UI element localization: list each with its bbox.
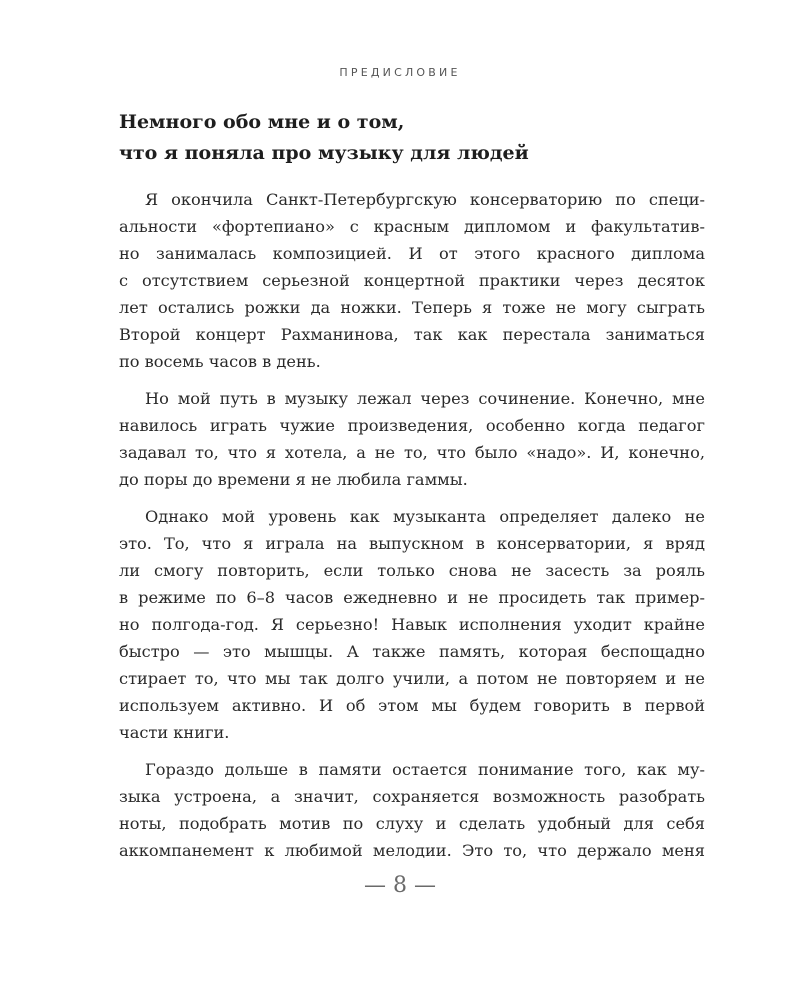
text-line: лет остались рожки да ножки. Теперь я тоже не могу сыграть bbox=[119, 298, 705, 317]
text-line: зыка устроена, а значит, сохраняется возможность разобрать bbox=[119, 787, 705, 806]
text-line: Второй концерт Рахманинова, так как перестала заниматься bbox=[119, 325, 705, 344]
page-number: — 8 — bbox=[364, 873, 436, 898]
running-head: ПРЕДИСЛОВИЕ bbox=[339, 66, 461, 79]
text-line: Я окончила Санкт-Петербургскую консерваторию по специ- bbox=[145, 190, 705, 209]
text-line: задавал то, что я хотела, а не то, что было «надо». И, конечно, bbox=[119, 443, 705, 462]
chapter-title-line: Немного обо мне и о том, bbox=[119, 111, 405, 133]
text-line: до поры до времени я не любила гаммы. bbox=[119, 470, 468, 489]
chapter-title bbox=[119, 107, 719, 169]
paragraph bbox=[119, 385, 705, 493]
paragraph bbox=[119, 186, 705, 375]
text-line: это. То, что я играла на выпускном в консерватории, я вряд bbox=[119, 534, 705, 553]
text-line: с отсутствием серьезной концертной практики через десяток bbox=[119, 271, 705, 290]
text-line: ноты, подобрать мотив по слуху и сделать удобный для себя bbox=[119, 814, 705, 833]
text-line: стирает то, что мы так долго учили, а потом не повторяем и не bbox=[119, 669, 705, 688]
text-line: Однако мой уровень как музыканта определяет далеко не bbox=[145, 507, 705, 526]
body-text bbox=[119, 186, 705, 874]
text-line: используем активно. И об этом мы будем говорить в первой bbox=[119, 696, 705, 715]
text-line: аккомпанемент к любимой мелодии. Это то, что держало меня bbox=[119, 841, 705, 860]
chapter-title-line: что я поняла про музыку для людей bbox=[119, 142, 529, 164]
paragraph bbox=[119, 503, 705, 746]
text-line: Гораздо дольше в памяти остается понимание того, как му- bbox=[145, 760, 705, 779]
text-line: но занималась композицией. И от этого красного диплома bbox=[119, 244, 705, 263]
text-line: Но мой путь в музыку лежал через сочинение. Конечно, мне bbox=[145, 389, 705, 408]
text-line: но полгода-год. Я серьезно! Навык исполнения уходит крайне bbox=[119, 615, 705, 634]
text-line: ли смогу повторить, если только снова не засесть за рояль bbox=[119, 561, 705, 580]
text-line: альности «фортепиано» с красным дипломом и факультатив- bbox=[119, 217, 705, 236]
text-line: по восемь часов в день. bbox=[119, 352, 321, 371]
text-line: части книги. bbox=[119, 723, 230, 742]
text-line: быстро — это мышцы. А также память, которая беспощадно bbox=[119, 642, 705, 661]
text-line: в режиме по 6–8 часов ежедневно и не просидеть так пример- bbox=[119, 588, 705, 607]
text-line: навилось играть чужие произведения, особенно когда педагог bbox=[119, 416, 705, 435]
paragraph bbox=[119, 756, 705, 864]
